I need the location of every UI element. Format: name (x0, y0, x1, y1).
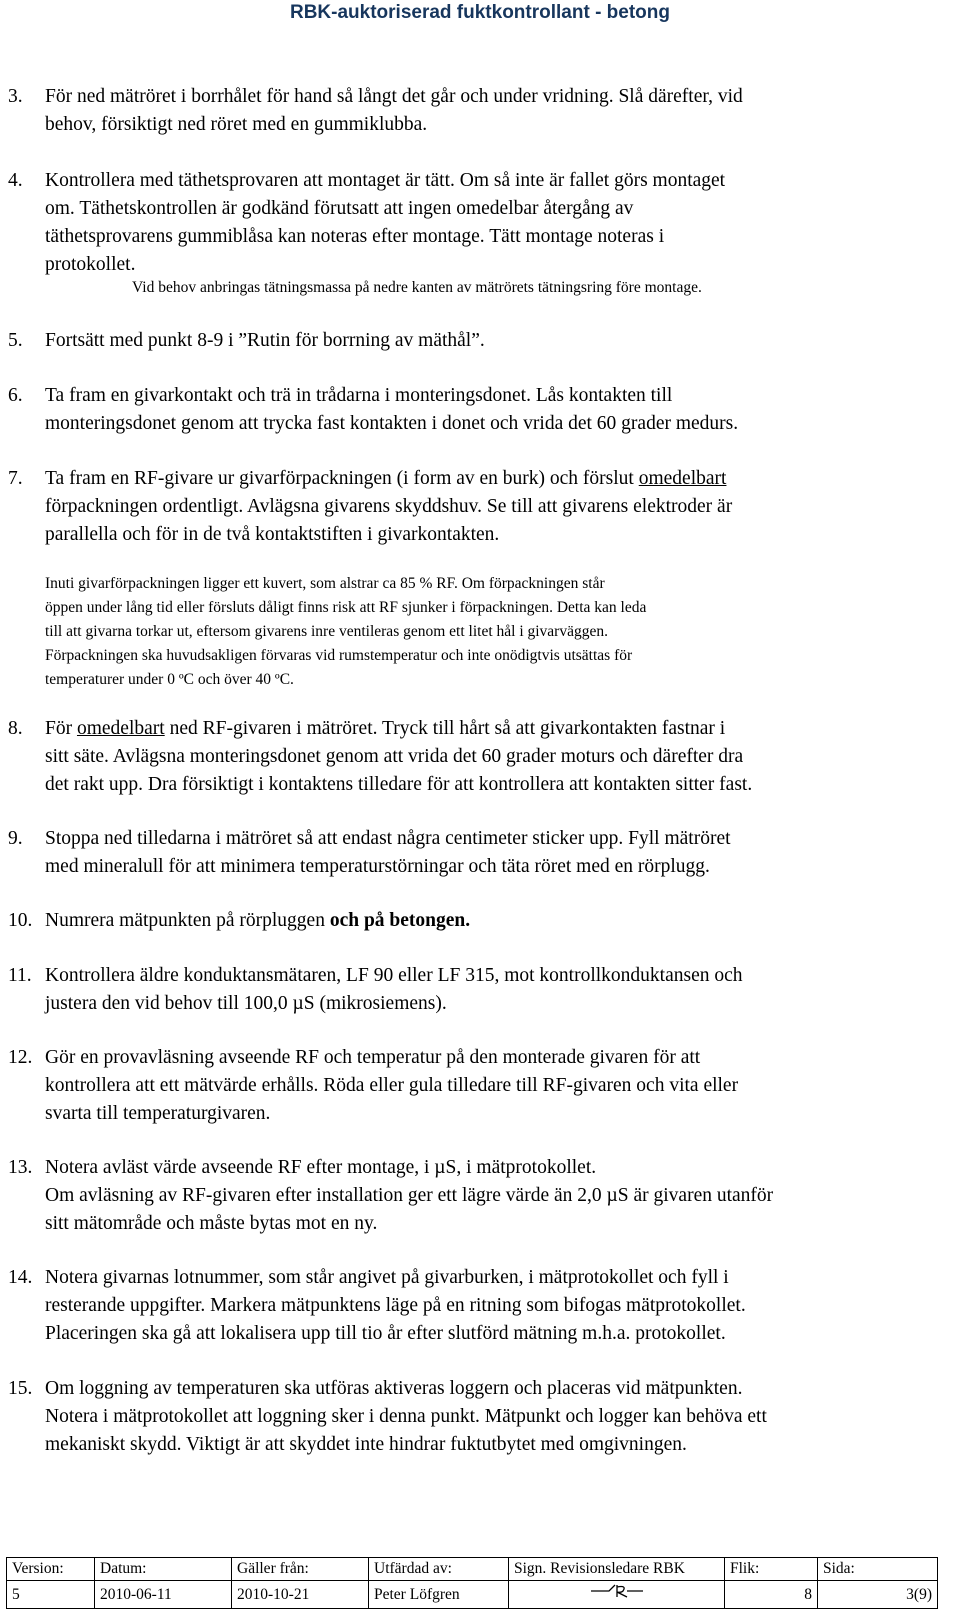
step-text-line: Kontrollera med täthetsprovaren att montaget är tätt. Om så inte är fallet görs montaget (45, 170, 726, 191)
footer-label-sida: Sida: (818, 1558, 938, 1581)
document-header: RBK-auktoriserad fuktkontrollant - betong (289, 2, 670, 23)
step-4-note (132, 276, 960, 300)
step-text-line: justera den vid behov till 100,0 µS (mikrosiemens). (45, 993, 447, 1014)
footer-label-datum: Datum: (95, 1558, 232, 1581)
footer-datum: 2010-06-11 (95, 1581, 232, 1609)
step-8 (8, 715, 938, 799)
step-text-line: Fortsätt med punkt 8-9 i ”Rutin för borrning av mäthål”. (45, 330, 485, 351)
footer-label-flik: Flik: (725, 1558, 818, 1581)
step-text-line: parallella och för in de två kontaktstiften i givarkontakten. (45, 524, 500, 545)
step-text-segment: ned RF-givaren i mätröret. Tryck till hårt så att givarkontakten fastnar i (164, 718, 726, 739)
signature-drawing (587, 1581, 647, 1601)
step-text-line: kontrollera att ett mätvärde erhålls. Röda eller gula tilledare till RF-givaren och vita eller (45, 1075, 739, 1096)
step-text-line: Stoppa ned tilledarna i mätröret så att endast några centimeter sticker upp. Fyll mätröret (45, 828, 731, 849)
footer-sida: 3(9) (818, 1581, 938, 1609)
step-12 (8, 1044, 938, 1128)
step-text-line: Om loggning av temperaturen ska utföras aktiveras loggern och placeras vid mätpunkten. (45, 1378, 743, 1399)
step-text-line: täthetsprovarens gummiblåsa kan noteras efter montage. Tätt montage noteras i (45, 226, 665, 247)
step-10 (8, 907, 938, 935)
step-text-line: svarta till temperaturgivaren. (45, 1103, 271, 1124)
step-text-line: Kontrollera äldre konduktansmätaren, LF 90 eller LF 315, mot kontrollkonduktansen och (45, 965, 743, 986)
note-line: Inuti givarförpackningen ligger ett kuvert, som alstrar ca 85 % RF. Om förpackningen står (45, 575, 605, 592)
step-number: 3. (8, 86, 23, 107)
step-text-line: Notera givarnas lotnummer, som står angivet på givarburken, i mätprotokollet och fyll i (45, 1267, 729, 1288)
step-text-line: protokollet. (45, 254, 136, 275)
step-number: 5. (8, 330, 23, 351)
step-number: 4. (8, 170, 23, 191)
step-text-line: Notera avläst värde avseende RF efter montage, i µS, i mätprotokollet. (45, 1157, 597, 1178)
footer-version: 5 (7, 1581, 95, 1609)
step-number: 7. (8, 468, 23, 489)
step-number: 6. (8, 385, 23, 406)
underlined-emphasis: omedelbart (76, 718, 165, 739)
step-text-line: monteringsdonet genom att trycka fast kontakten i donet och vrida det 60 grader medurs. (45, 413, 739, 434)
note-line: temperaturer under 0 ºC och över 40 ºC. (45, 671, 294, 688)
step-text-line: resterande uppgifter. Markera mätpunktens läge på en ritning som bifogas mätprotokollet. (45, 1295, 746, 1316)
step-number: 12. (8, 1047, 33, 1068)
note-line: öppen under lång tid eller försluts dåligt finns risk att RF sjunker i förpackningen. Detta kan leda (45, 599, 647, 616)
step-9 (8, 825, 938, 881)
underlined-emphasis: omedelbart (638, 468, 727, 489)
step-text-line: mekaniskt skydd. Viktigt är att skyddet inte hindrar fuktutbytet med omgivningen. (45, 1434, 687, 1455)
footer-label-sign: Sign. Revisionsledare RBK (509, 1558, 725, 1581)
step-text-line: Notera i mätprotokollet att loggning sker i denna punkt. Mätpunkt och logger kan behöva ett (45, 1406, 767, 1427)
footer-utfardad: Peter Löfgren (369, 1581, 509, 1609)
step-text-segment: Ta fram en RF-givare ur givarförpackningen (i form av en burk) och förslut (45, 468, 639, 489)
step-number: 14. (8, 1267, 33, 1288)
step-text-line: För ned mätröret i borrhålet för hand så långt det går och under vridning. Slå därefter, vid (45, 86, 743, 107)
step-text-line: Ta fram en givarkontakt och trä in trådarna i monteringsdonet. Lås kontakten till (45, 385, 673, 406)
step-6 (8, 382, 938, 438)
footer-value-row (7, 1581, 938, 1609)
step-11 (8, 962, 938, 1018)
step-text-line: om. Täthetskontrollen är godkänd förutsatt att ingen omedelbar återgång av (45, 198, 634, 219)
note-line: Förpackningen ska huvudsakligen förvaras vid rumstemperatur och inte onödigtvis utsättas för (45, 647, 633, 664)
step-3 (8, 83, 938, 139)
footer-flik: 8 (725, 1581, 818, 1609)
step-number: 9. (8, 828, 23, 849)
step-number: 15. (8, 1378, 33, 1399)
footer-galler: 2010-10-21 (232, 1581, 369, 1609)
step-text-line: sitt mätområde och måste bytas mot en ny. (45, 1213, 378, 1234)
step-number: 8. (8, 718, 23, 739)
step-text-line: Gör en provavläsning avseende RF och temperatur på den monterade givaren för att (45, 1047, 701, 1068)
step-7 (8, 465, 938, 549)
step-text-line: förpackningen ordentligt. Avlägsna givarens skyddshuv. Se till att givarens elektroder är (45, 496, 733, 517)
step-number: 11. (8, 965, 32, 986)
footer-label-version: Version: (7, 1558, 95, 1581)
step-text-line: med mineralull för att minimera temperaturstörningar och täta röret med en rörplugg. (45, 856, 710, 877)
step-7-note (45, 572, 935, 692)
step-text-line: det rakt upp. Dra försiktigt i kontaktens tilledare för att kontrollera att kontakten sitter fast. (45, 774, 753, 795)
footer-header-row (7, 1558, 938, 1581)
step-text-line: Placeringen ska gå att lokalisera upp till tio år efter slutförd mätning m.h.a. protokollet. (45, 1323, 726, 1344)
step-text-line: behov, försiktigt ned röret med en gummiklubba. (45, 114, 428, 135)
step-4 (8, 167, 938, 279)
step-text-segment: Numrera mätpunkten på rörpluggen (45, 910, 330, 931)
step-text-line: sitt säte. Avlägsna monteringsdonet genom att vrida det 60 grader moturs och därefter dra (45, 746, 744, 767)
note-line: till att givarna torkar ut, eftersom givarens inre ventileras genom ett litet hål i givarväggen. (45, 623, 608, 640)
step-number: 10. (8, 910, 33, 931)
signature (509, 1581, 725, 1609)
step-number: 13. (8, 1157, 33, 1178)
document-footer-table (6, 1557, 938, 1609)
step-text-segment: För (45, 718, 77, 739)
step-5 (8, 327, 938, 355)
bold-emphasis: och på betongen. (329, 910, 471, 931)
note-line: Vid behov anbringas tätningsmassa på nedre kanten av mätrörets tätningsring före montage. (132, 279, 702, 296)
footer-label-galler: Gäller från: (232, 1558, 369, 1581)
footer-label-utfardad: Utfärdad av: (369, 1558, 509, 1581)
step-text-line: Om avläsning av RF-givaren efter installation ger ett lägre värde än 2,0 µS är givaren utanför (45, 1185, 774, 1206)
step-15 (8, 1375, 938, 1459)
step-13 (8, 1154, 938, 1238)
step-14 (8, 1264, 938, 1348)
